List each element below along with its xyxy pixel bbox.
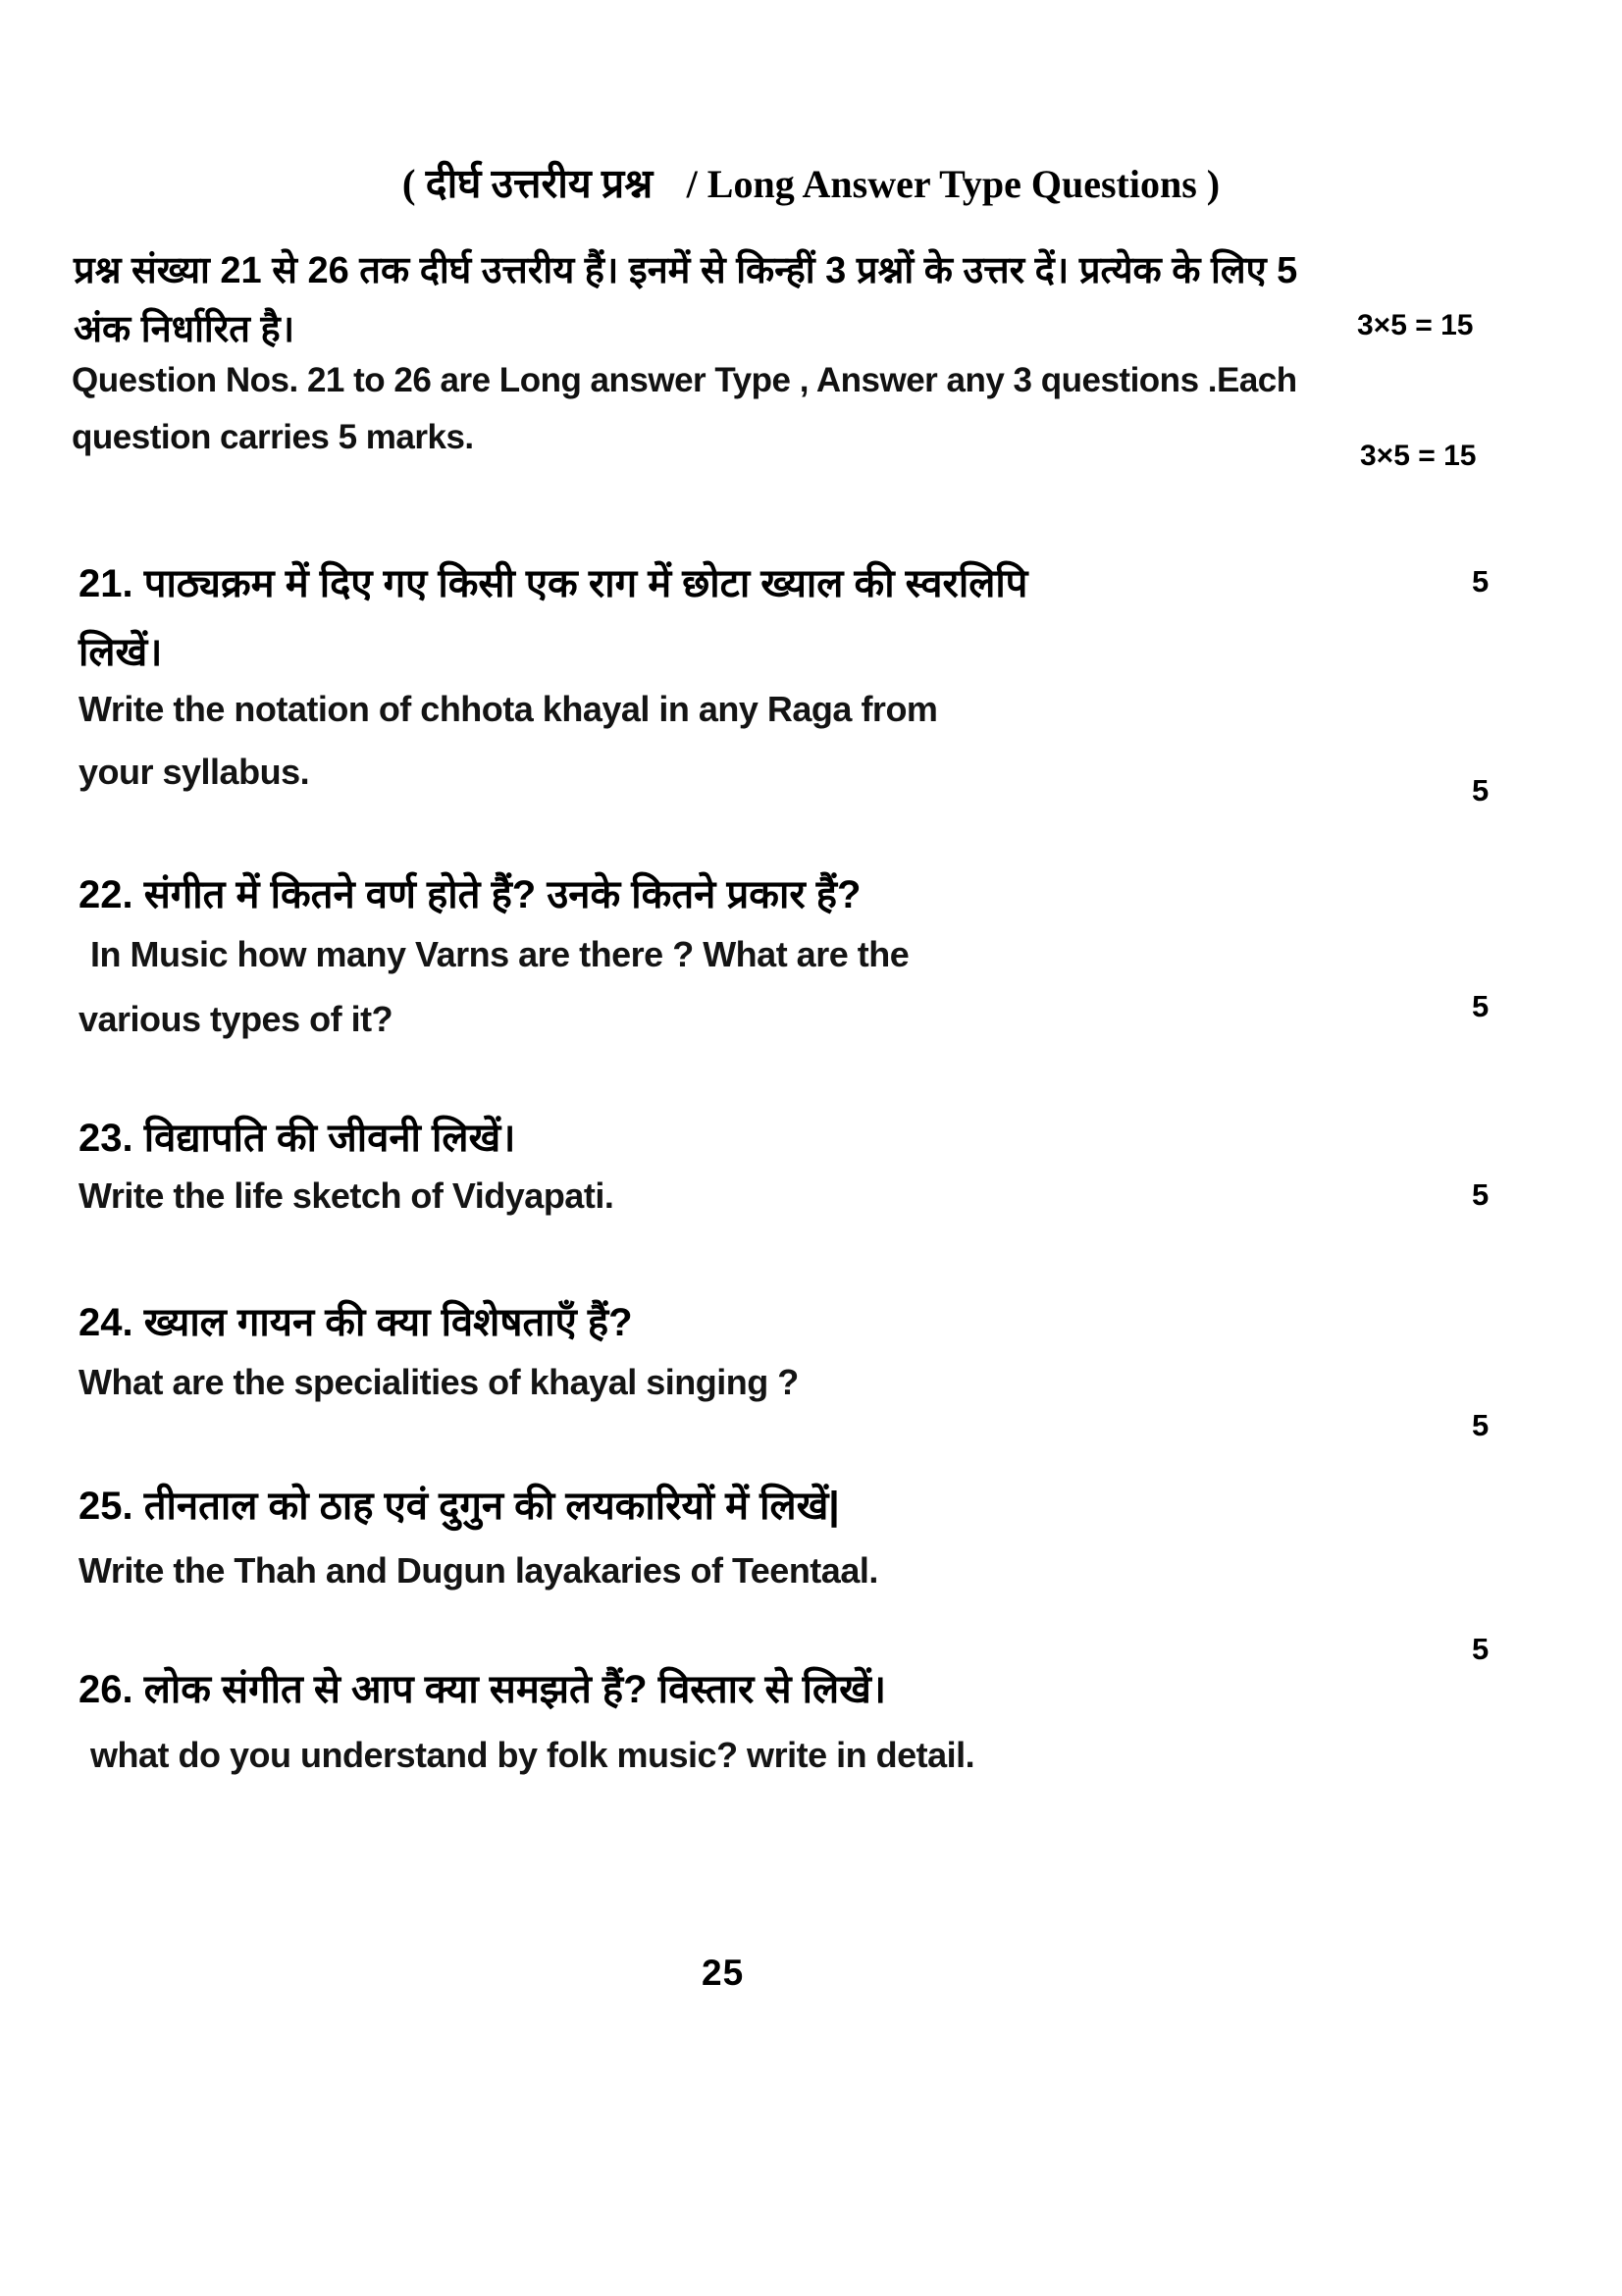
question-24-marks: 5 [1472, 1177, 1490, 1212]
instructions-english-line-2: question carries 5 marks. [72, 418, 474, 456]
question-26-hindi-line-1: 26. लोक संगीत से आप क्या समझते हैं? विस्तार से लिखें। [78, 1668, 887, 1711]
section-title-hindi: ( दीर्घ उत्तरीय प्रश्न [401, 161, 654, 206]
instructions-english-line-1: Question Nos. 21 to 26 are Long answer Type , Answer any 3 questions .Each [72, 361, 1297, 399]
question-26-english-line-1: what do you understand by folk music? write in detail. [90, 1735, 975, 1775]
question-25-marks: 5 [1472, 1408, 1490, 1442]
question-23-hindi-line-1: 23. विद्यापति की जीवनी लिखें। [78, 1117, 516, 1160]
section-title [0, 155, 1622, 210]
instructions-hindi-line-1: प्रश्न संख्या 21 से 26 तक दीर्घ उत्तरीय हैं। इनमें से किन्हीं 3 प्रश्नों के उत्तर दें। प्रत्येक के लिए 5 [74, 250, 1298, 291]
question-21-hindi-line-2: लिखें। [78, 631, 163, 674]
question-22-english-line-2: various types of it? [78, 999, 393, 1039]
question-23-english-line-1: Write the life sketch of Vidyapati. [78, 1175, 614, 1216]
question-24-english-line-1: What are the specialities of khayal singing ? [78, 1362, 799, 1402]
instructions-hindi-line-2: अंक निर्धारित है। [74, 309, 295, 350]
question-25-english-line-1: Write the Thah and Dugun layakaries of Teentaal. [78, 1550, 878, 1591]
question-21-english-line-1: Write the notation of chhota khayal in any Raga from [78, 689, 938, 729]
question-21-english-line-2: your syllabus. [78, 752, 310, 792]
section-title-english: / Long Answer Type Questions ) [686, 162, 1221, 206]
question-24-hindi-line-1: 24. ख्याल गायन की क्या विशेषताएँ हैं? [78, 1301, 633, 1344]
question-25-hindi-line-1: 25. तीनताल को ठाह एवं दुगुन की लयकारियों में लिखें| [78, 1485, 840, 1528]
question-23-marks: 5 [1472, 989, 1490, 1023]
question-21-hindi-line-1: 21. पाठ्यक्रम में दिए गए किसी एक राग में छोटा ख्याल की स्वरलिपि [78, 562, 1028, 605]
page-number: 25 [702, 1953, 745, 1993]
question-22-marks: 5 [1472, 773, 1490, 808]
question-22-hindi-line-1: 22. संगीत में कितने वर्ण होते हैं? उनके कितने प्रकार हैं? [78, 873, 862, 916]
marks-total-english: 3×5 = 15 [1360, 440, 1477, 472]
question-22-english-line-1: In Music how many Varns are there ? What are the [90, 934, 910, 974]
question-21-marks: 5 [1472, 564, 1490, 599]
marks-total-hindi: 3×5 = 15 [1357, 309, 1474, 341]
question-26-marks: 5 [1472, 1632, 1490, 1666]
